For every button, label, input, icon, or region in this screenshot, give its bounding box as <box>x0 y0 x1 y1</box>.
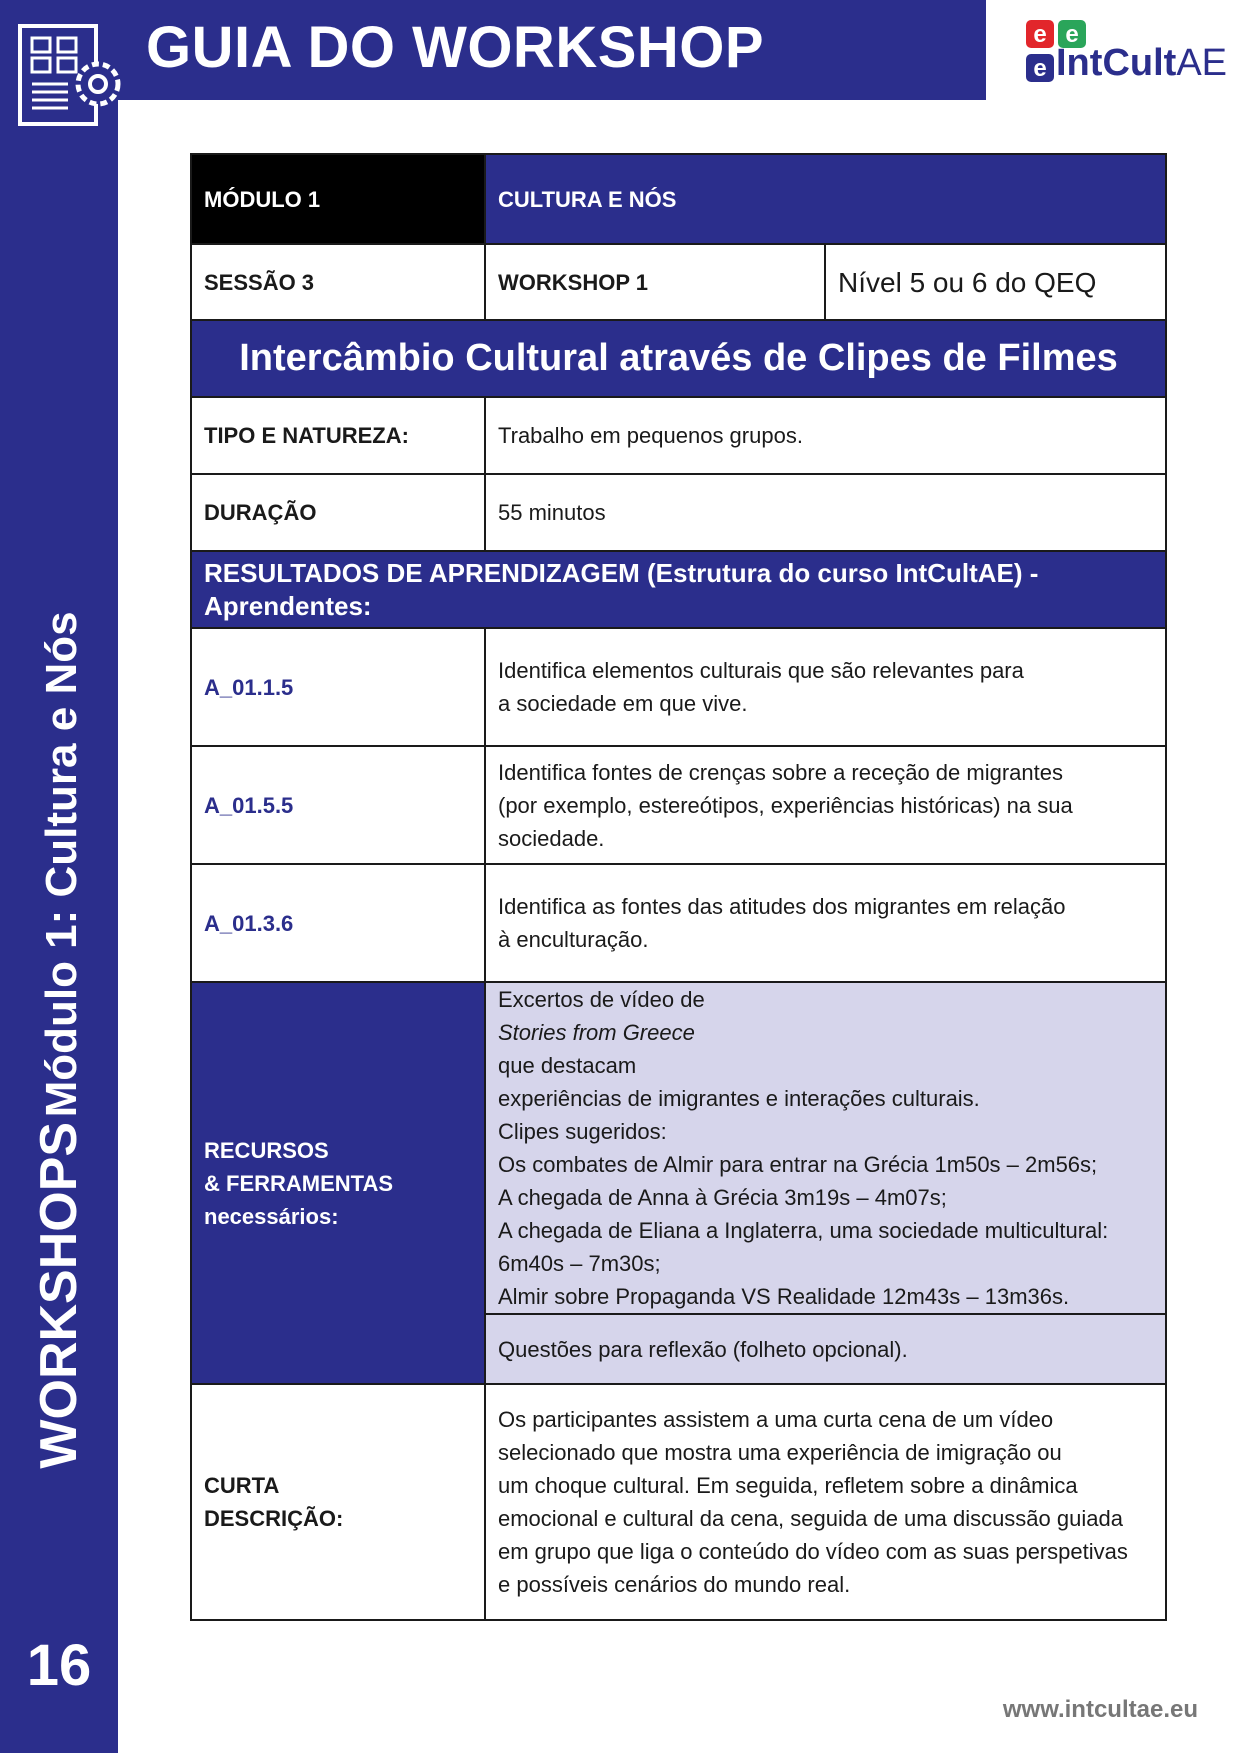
module-label: MÓDULO 1 <box>191 154 485 244</box>
resources-label: RECURSOS & FERRAMENTAS necessários: <box>191 982 485 1384</box>
outcome-code: A_01.1.5 <box>191 628 485 746</box>
module-title: CULTURA E NÓS <box>485 154 1166 244</box>
outcome-code: A_01.3.6 <box>191 864 485 982</box>
svg-text:e: e <box>1033 55 1047 82</box>
activity-title: Intercâmbio Cultural através de Clipes de Filmes <box>191 320 1166 397</box>
footer-website: www.intcultae.eu <box>1002 1696 1198 1723</box>
reflection-handout: Questões para reflexão (folheto opcional). <box>485 1314 1166 1384</box>
page-number: 16 <box>26 1633 92 1698</box>
table-row <box>191 628 1166 746</box>
document-gear-icon <box>18 24 122 132</box>
outcomes-title: RESULTADOS DE APRENDIZAGEM (Estrutura do curso IntCultAE) - Aprendentes: <box>191 551 1166 628</box>
workshop-table <box>190 153 1167 1621</box>
table-row <box>191 864 1166 982</box>
outcome-description: Identifica as fontes das atitudes dos migrantes em relação à enculturação. <box>485 864 1166 982</box>
logo-wordmark: IntCultAE <box>1056 42 1228 84</box>
type-value: Trabalho em pequenos grupos. <box>485 397 1166 474</box>
type-label: TIPO E NATUREZA: <box>191 397 485 474</box>
qeq-level: Nível 5 ou 6 do QEQ <box>825 244 1166 320</box>
vertical-section-title: WORKSHOPS Módulo 1: Cultura e Nós <box>30 611 88 1469</box>
table-row <box>191 746 1166 864</box>
description-text: Os participantes assistem a uma curta cena de um vídeo selecionado que mostra uma experiência de imigração ou um choque cultural. Em seguida, refletem sobre a dinâmica emocional e cultural da cena, seguida de uma discussão guiada em grupo que liga o conteúdo do vídeo com as suas perspetivas e possíveis cenários do mundo real. <box>485 1384 1166 1620</box>
page-title: GUIA DO WORKSHOP <box>146 15 765 80</box>
workshop-label: WORKSHOP 1 <box>485 244 825 320</box>
outcome-description: Identifica fontes de crenças sobre a receção de migrantes (por exemplo, estereótipos, experiências históricas) na sua sociedade. <box>485 746 1166 864</box>
outcome-code: A_01.5.5 <box>191 746 485 864</box>
svg-text:e: e <box>1065 21 1079 48</box>
session-label: SESSÃO 3 <box>191 244 485 320</box>
duration-label: DURAÇÃO <box>191 474 485 551</box>
outcome-description: Identifica elementos culturais que são relevantes para a sociedade em que vive. <box>485 628 1166 746</box>
resources-list: Excertos de vídeo de Stories from Greece que destacam experiências de imigrantes e interações culturais. Clipes sugeridos: Os combates de Almir para entrar na Grécia 1m50s – 2m56s; A chegada de Anna à Grécia 3m19s – 4m07s; A chegada de Eliana a Inglaterra, uma sociedade multicultural: 6m40s – 7m30s; Almir sobre Propaganda VS Realidade 12m43s – 13m36s. <box>485 982 1166 1314</box>
description-label: CURTA DESCRIÇÃO: <box>191 1384 485 1620</box>
duration-value: 55 minutos <box>485 474 1166 551</box>
svg-text:e: e <box>1033 21 1047 48</box>
